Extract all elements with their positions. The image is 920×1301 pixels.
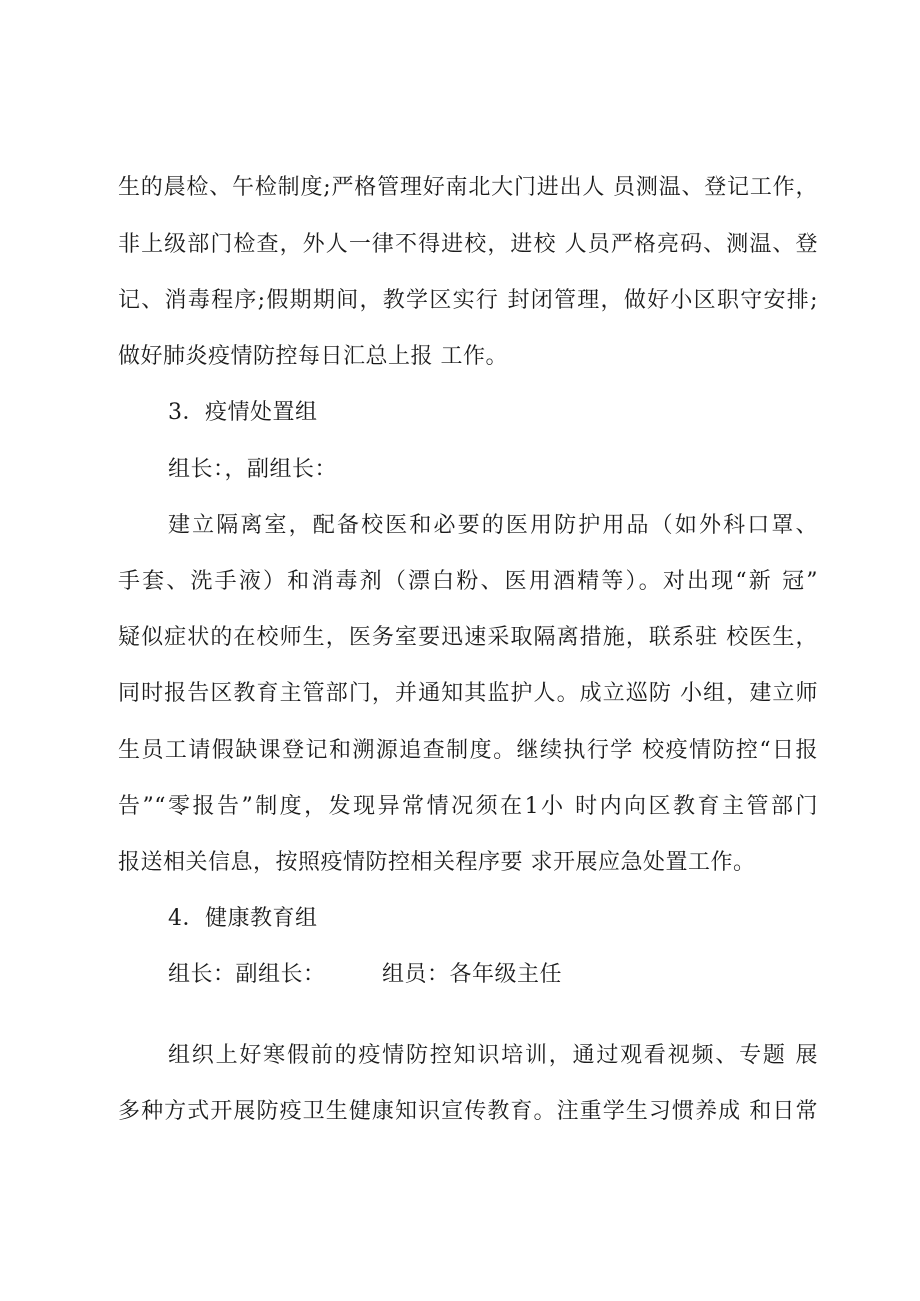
text-line: 手套、洗手液）和消毒剂（漂白粉、医用酒精等）。对出现“新 冠” bbox=[118, 569, 818, 594]
text-line: 生的晨检、午检制度;严格管理好南北大门进出人 员测温、登记工作， bbox=[118, 175, 818, 200]
text-line: 疑似症状的在校师生，医务室要迅速采取隔离措施，联系驻 校医生， bbox=[118, 625, 818, 650]
leader-line: 组长：，副组长： bbox=[168, 457, 338, 482]
section-heading: 4．健康教育组 bbox=[168, 906, 318, 931]
text-line: 组织上好寒假前的疫情防控知识培训，通过观看视频、专题 展 bbox=[168, 1043, 818, 1068]
text-line: 做好肺炎疫情防控每日汇总上报 工作。 bbox=[118, 344, 508, 369]
text-line: 建立隔离室，配备校医和必要的医用防护用品（如外科口罩、 bbox=[168, 513, 818, 538]
leader-line: 组长：副组长： 组员：各年级主任 bbox=[168, 962, 563, 987]
section-heading: 3．疫情处置组 bbox=[168, 400, 318, 425]
text-line: 同时报告区教育主管部门，并通知其监护人。成立巡防 小组，建立师 bbox=[118, 681, 818, 706]
text-line: 生员工请假缺课登记和溯源追查制度。继续执行学 校疫情防控“日报 bbox=[118, 738, 818, 763]
text-line: 告”“零报告”制度，发现异常情况须在1小 时内向区教育主管部门 bbox=[118, 794, 818, 819]
text-line: 记、消毒程序;假期期间，教学区实行 封闭管理，做好小区职守安排; bbox=[118, 288, 818, 313]
text-line: 非上级部门检查，外人一律不得进校，进校 人员严格亮码、测温、登 bbox=[118, 232, 818, 257]
text-line: 多种方式开展防疫卫生健康知识宣传教育。注重学生习惯养成 和日常 bbox=[118, 1099, 818, 1124]
text-line: 报送相关信息，按照疫情防控相关程序要 求开展应急处置工作。 bbox=[118, 850, 756, 875]
